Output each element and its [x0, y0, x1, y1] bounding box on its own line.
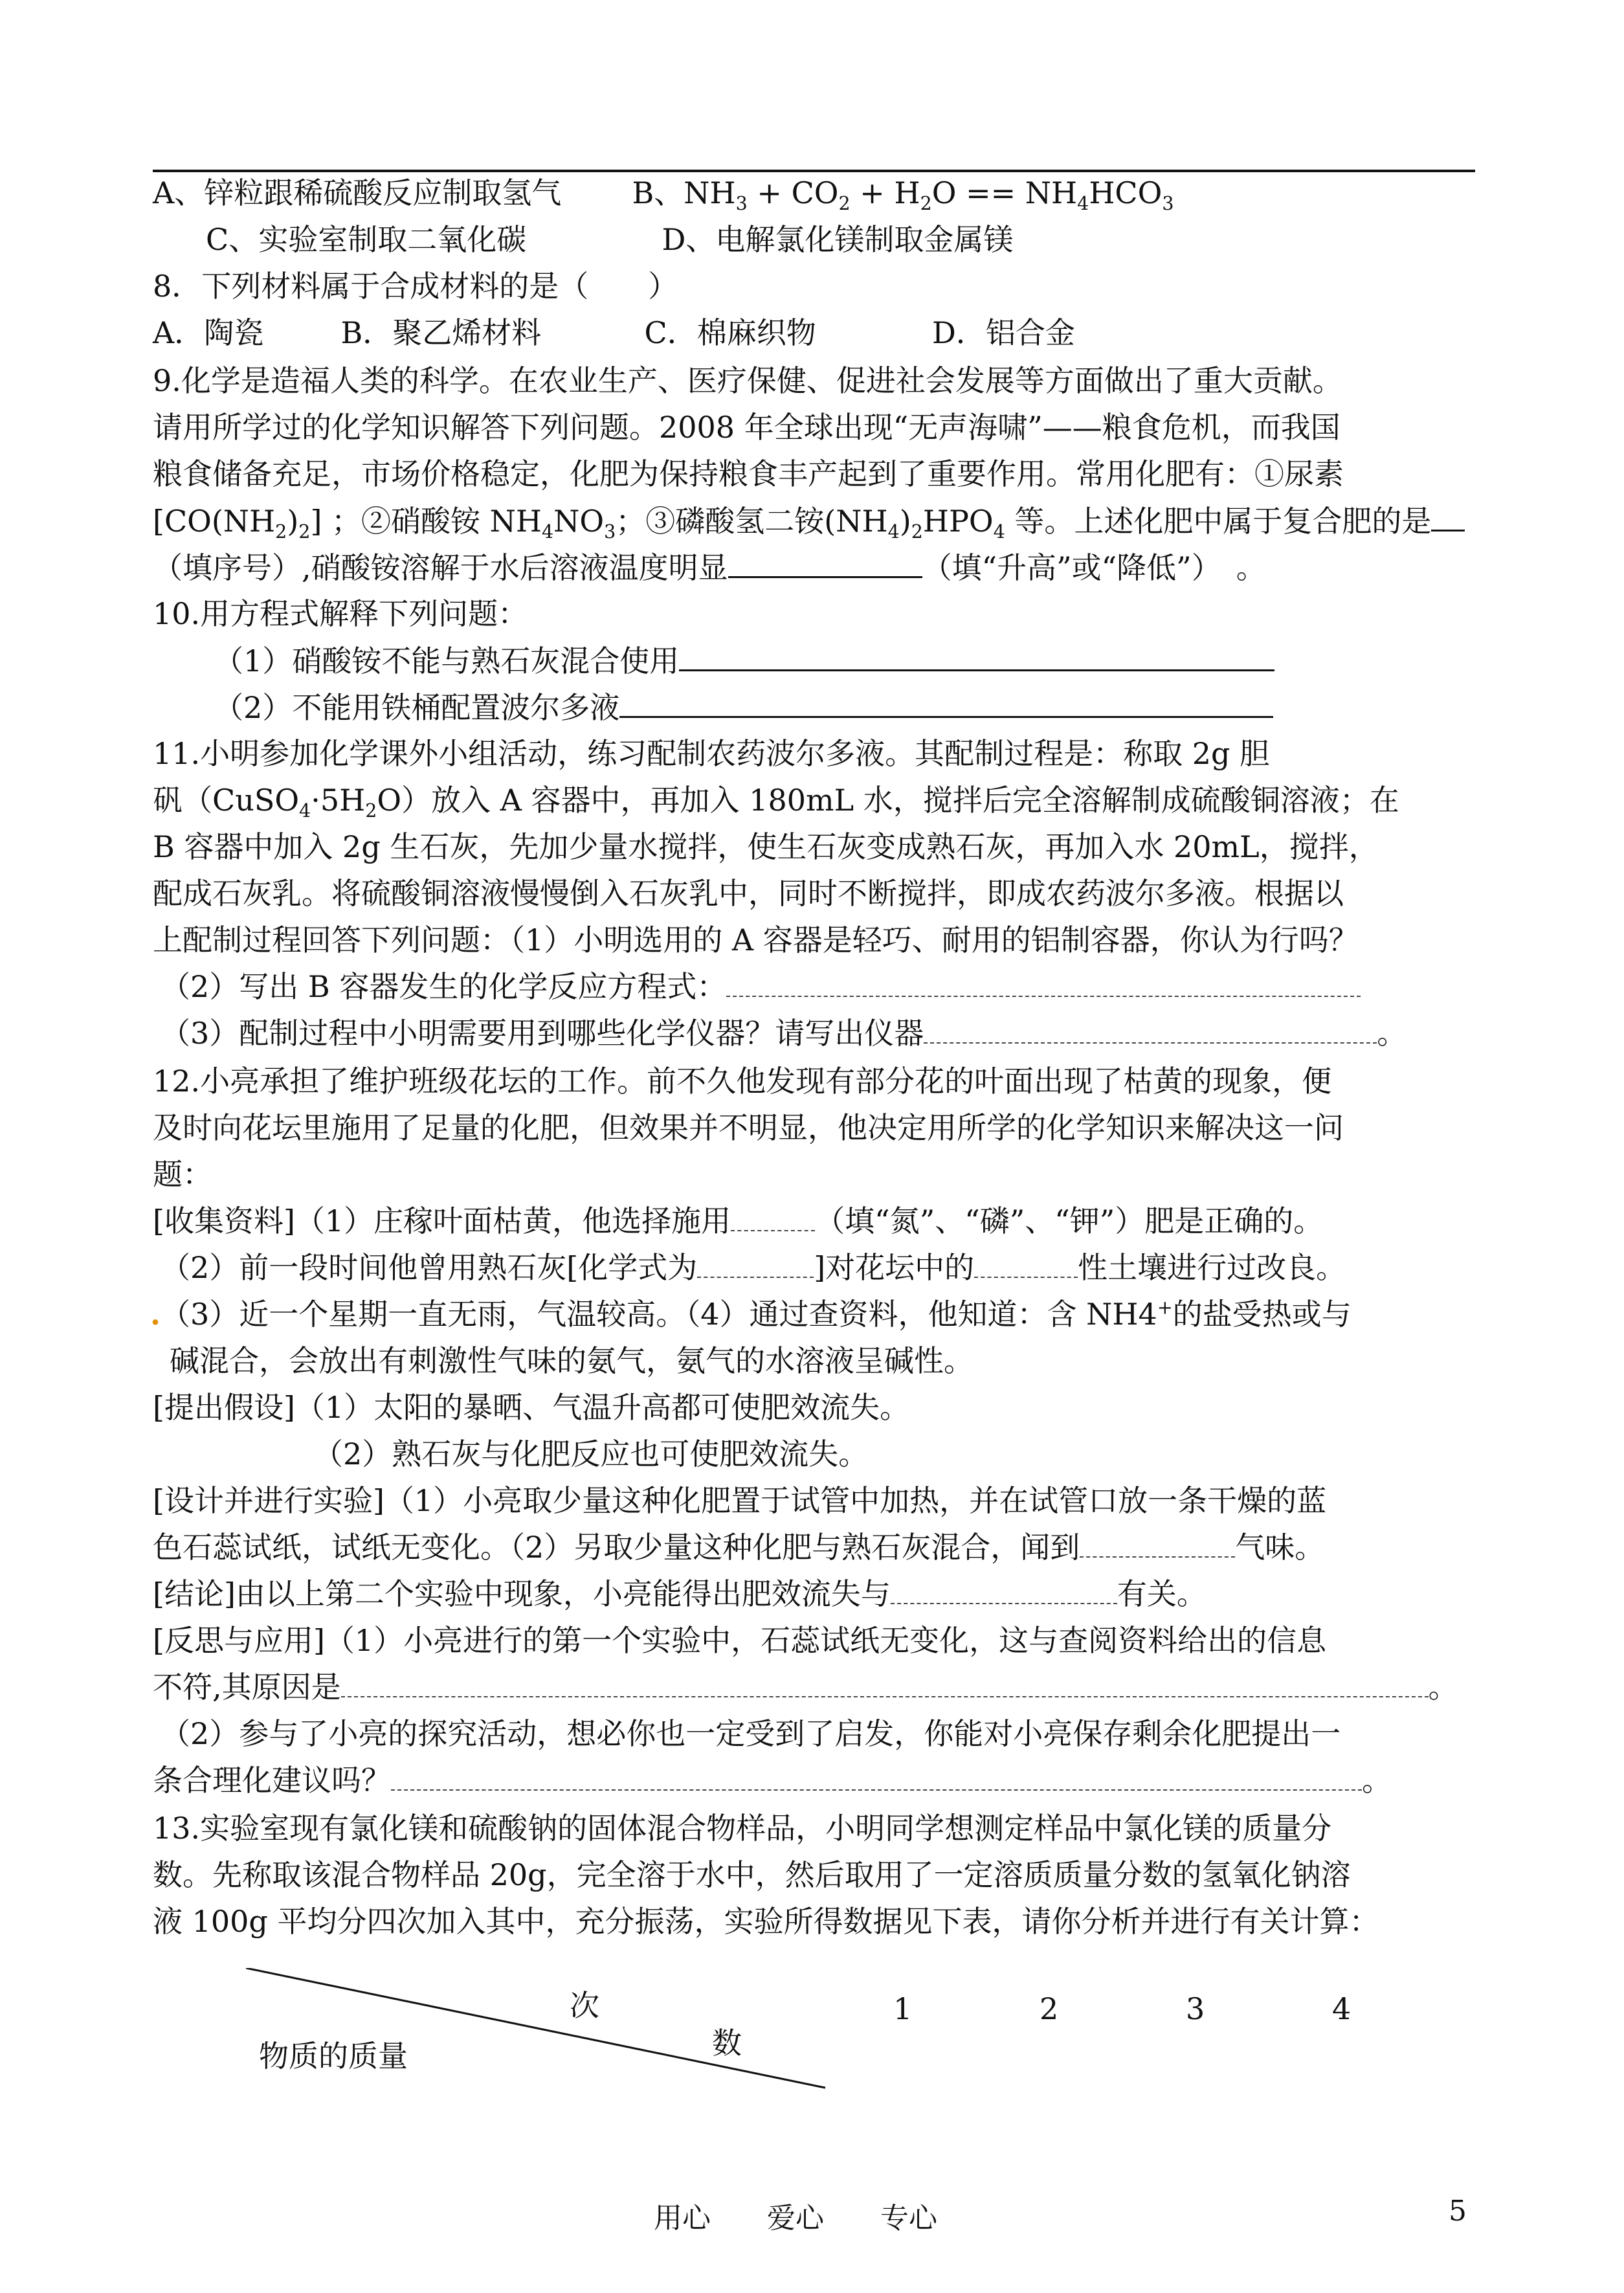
q10-part2: （2）不能用铁桶配置波尔多液: [214, 688, 1273, 728]
q11-line2: 矾$(CuSO_4\cdot 5H_2O)$放入 A 容器中，再加入 180mL 水，搅拌后完全溶解制成硫酸铜溶液；在: [153, 783, 1399, 822]
footer-motto-3: 专心: [880, 2202, 937, 2235]
table-col-1: 1: [893, 1991, 913, 2026]
q7-option-d: D、电解氯化镁制取金属镁: [662, 222, 1014, 257]
table-col-4: 4: [1332, 1991, 1351, 2026]
q9-line4: $[CO(NH_2)_2]$ ；②硝酸铵 $NH_4NO_3$；③磷酸氢二铵$(NH_4)_2HPO_4$ 等。上述化肥中属于复合肥的是: [153, 501, 1465, 541]
q8-options: [153, 313, 1075, 353]
q12-line6: .（3）近一个星期一直无雨，气温较高。（4）通过查资料，他知道：含 NH4+的盐受热或与: [150, 1297, 1351, 1332]
q9-temperature-blank[interactable]: [728, 548, 922, 578]
table-header-mass: 物质的质量: [259, 2039, 408, 2074]
q13-line3: 液 100g 平均分四次加入其中，充分振荡，实验所得数据见下表，请你分析并进行有关计算：: [153, 1904, 1379, 1939]
q8-option-d: D．铝合金: [932, 315, 1075, 350]
q11-line6: （2）写出 B 容器发生的化学反应方程式：: [161, 967, 1361, 1007]
q12-line3: 题：: [153, 1157, 212, 1192]
q12-line1: 12.小亮承担了维护班级花坛的工作。前不久他发现有部分花的叶面出现了枯黄的现象，便: [153, 1064, 1332, 1099]
q12-suggestion-blank[interactable]: [391, 1761, 1362, 1791]
table-col-2: 2: [1040, 1991, 1059, 2026]
q12-line8: [提出假设]（1）太阳的暴晒、气温升高都可使肥效流失。: [153, 1390, 910, 1425]
q13-line1: 13.实验室现有氯化镁和硫酸钠的固体混合物样品，小明同学想测定样品中氯化镁的质量分: [153, 1811, 1332, 1846]
q12-line9: （2）熟石灰与化肥反应也可使肥效流失。: [313, 1437, 869, 1471]
stray-mark: .: [150, 1297, 161, 1332]
q9-line2: 请用所学过的化学知识解答下列问题。2008 年全球出现“无声海啸”——粮食危机，而我国: [153, 410, 1340, 445]
page-number: 5: [1449, 2195, 1467, 2228]
q12-line13: [反思与应用]（1）小亮进行的第一个实验中，石蕊试纸无变化，这与查阅资料给出的信息: [153, 1623, 1327, 1658]
q12-line12: [结论]由以上第二个实验中现象，小亮能得出肥效流失与 有关。: [153, 1574, 1207, 1615]
q7-options-row2: [206, 220, 1013, 260]
q12-line15: （2）参与了小亮的探究活动，想必你也一定受到了启发，你能对小亮保存剩余化肥提出一: [161, 1716, 1341, 1751]
q11-line3: B 容器中加入 2g 生石灰，先加少量水搅拌，使生石灰变成熟石灰，再加入水 20mL，搅拌，: [153, 829, 1379, 864]
q9-compound-fertilizer-blank[interactable]: [1431, 501, 1465, 531]
table-header-times-b: 数: [712, 2026, 742, 2061]
q11-line1: 11.小明参加化学课外小组活动，练习配制农药波尔多液。其配制过程是：称取 2g 胆: [153, 736, 1270, 771]
q8-option-a: A．陶瓷: [153, 315, 264, 350]
q12-line10: [设计并进行实验]（1）小亮取少量这种化肥置于试管中加热，并在试管口放一条干燥的蓝: [153, 1483, 1327, 1518]
q12-reason-blank[interactable]: [341, 1668, 1429, 1697]
q8-option-c: C．棉麻织物: [644, 315, 816, 350]
table-header-diagonal: [246, 1968, 1476, 2123]
q12-line7: 碱混合，会放出有刺激性气味的氨气，氨气的水溶液呈碱性。: [170, 1343, 973, 1378]
q9-line5: （填序号）,硝酸铵溶解于水后溶液温度明显 （填“升高”或“降低”） 。: [153, 548, 1266, 588]
footer-motto-1: 用心: [654, 2202, 711, 2235]
q12-conclusion-blank[interactable]: [891, 1574, 1117, 1604]
q12-line5: （2）前一段时间他曾用熟石灰[化学式为 ]对花坛中的 性土壤进行过改良。: [161, 1248, 1346, 1288]
q12-line14: 不符,其原因是 。: [153, 1668, 1458, 1708]
q7-options-row1: [153, 173, 1174, 214]
q12-smell-blank[interactable]: [1080, 1528, 1235, 1558]
q10-stem: 10.用方程式解释下列问题：: [153, 596, 528, 631]
q13-line2: 数。先称取该混合物样品 20g，完全溶于水中，然后取用了一定溶质质量分数的氢氧化钠溶: [153, 1857, 1351, 1892]
q11-line4: 配成石灰乳。将硫酸铜溶液慢慢倒入石灰乳中，同时不断搅拌，即成农药波尔多液。根据以: [153, 876, 1344, 911]
q11-instruments-blank[interactable]: [924, 1014, 1377, 1044]
q10-part1-answer-blank[interactable]: [679, 641, 1274, 671]
q12-line4: [收集资料]（1）庄稼叶面枯黄，他选择施用 （填“氮”、“磷”、“钾”）肥是正确的。: [153, 1202, 1323, 1242]
q10-part2-answer-blank[interactable]: [619, 688, 1273, 718]
q13-data-table: [246, 1968, 1476, 2123]
q12-formula-blank[interactable]: [697, 1248, 814, 1278]
q11-line7: （3）配制过程中小明需要用到哪些化学仪器？请写出仪器 。: [161, 1014, 1407, 1054]
q8-option-b: B．聚乙烯材料: [340, 315, 542, 350]
q7-option-a: A、锌粒跟稀硫酸反应制取氢气: [153, 175, 562, 210]
q12-soil-type-blank[interactable]: [974, 1248, 1078, 1278]
q9-line3: 粮食储备充足，市场价格稳定，化肥为保持粮食丰产起到了重要作用。常用化肥有：①尿素: [153, 456, 1344, 491]
q12-line11: 色石蕊试纸，试纸无变化。（2）另取少量这种化肥与熟石灰混合，闻到 气味。: [153, 1528, 1324, 1568]
table-col-3: 3: [1186, 1991, 1205, 2026]
q12-fertilizer-type-blank[interactable]: [731, 1202, 815, 1231]
q12-line16: 条合理化建议吗？ 。: [153, 1761, 1392, 1801]
q7-option-b: B、$NH_3 + CO_2 + H_2O == NH_4HCO_3$: [632, 175, 1174, 215]
q7-option-c: C、实验室制取二氧化碳: [206, 222, 527, 257]
q9-line1: 9.化学是造福人类的科学。在农业生产、医疗保健、促进社会发展等方面做出了重大贡献。: [153, 363, 1342, 398]
table-header-times-a: 次: [570, 1988, 599, 2023]
top-rule: [153, 170, 1475, 172]
q12-line2: 及时向花坛里施用了足量的化肥，但效果并不明显，他决定用所学的化学知识来解决这一问: [153, 1110, 1344, 1145]
q10-part1: （1）硝酸铵不能与熟石灰混合使用: [214, 641, 1274, 681]
q11-line5: 上配制过程回答下列问题：（1）小明选用的 A 容器是轻巧、耐用的铝制容器，你认为行吗？: [153, 923, 1359, 957]
footer-motto-2: 爱心: [767, 2202, 824, 2235]
q11-equation-blank[interactable]: [726, 967, 1361, 997]
q8-stem: 8．下列材料属于合成材料的是（ ）: [153, 269, 678, 304]
